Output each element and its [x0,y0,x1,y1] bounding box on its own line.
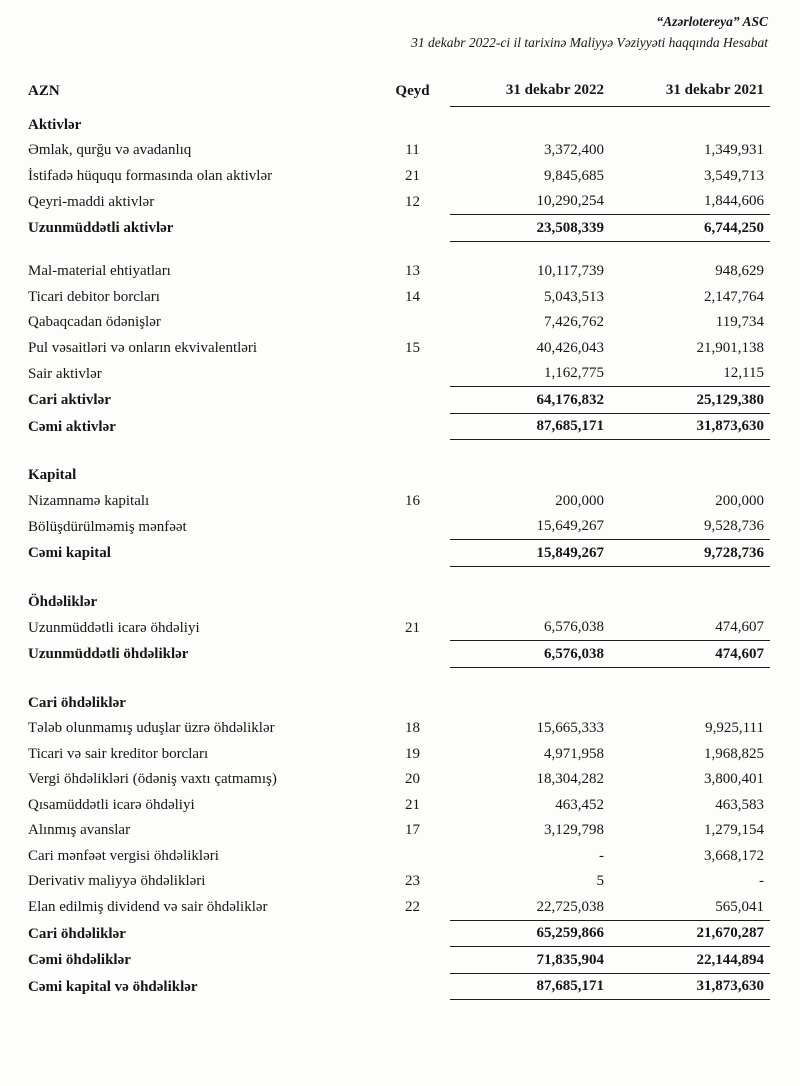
cell-v2022: 1,162,775 [450,361,610,387]
cell-label: Aktivlər [28,116,82,133]
cell-v2021: - [759,873,764,890]
cell-note [375,215,450,242]
cell-v2022: 200,000 [555,492,604,509]
cell-v2021 [610,685,770,716]
row-spacer [28,566,770,584]
cell-label: Mal-material ehtiyatları [28,263,171,280]
table-row-item [28,514,770,540]
cell-v2022: 5 [596,873,604,890]
table-row-total [28,540,770,567]
table-row-total [28,387,770,414]
cell-v2022: 463,452 [555,796,604,813]
cell-label: Uzunmüddətli öhdəliklər [28,646,189,663]
cell-note [375,947,450,974]
cell-v2022: 5,043,513 [544,288,604,305]
table-row-section [28,457,770,488]
cell-v2021: 200,000 [715,492,764,509]
cell-v2021: 31,873,630 [610,973,770,1000]
cell-note [375,413,450,440]
cell-label: Uzunmüddətli icarə öhdəliyi [28,619,200,636]
cell-label: Qeyri-maddi aktivlər [28,193,155,210]
cell-note [375,641,450,668]
cell-v2022: 9,845,685 [544,167,604,184]
cell-label: Əmlak, qurğu və avadanlıq [28,142,192,159]
table-row-total [28,973,770,1000]
cell-label: Pul vəsaitləri və onların ekvivalentləri [28,339,258,356]
table-row-section [28,584,770,615]
cell-v2021: 3,549,713 [704,167,764,184]
row-spacer [28,241,770,259]
cell-label: Cəmi aktivlər [28,418,116,435]
cell-label: Derivativ maliyyə öhdəlikləri [28,873,206,890]
cell-label: Qısamüddətli icarə öhdəliyi [28,796,195,813]
company-name: “Azərlotereya” ASC [656,14,768,29]
table-row-item [28,488,770,514]
cell-v2021: 948,629 [715,263,764,280]
cell-note: 19 [405,745,420,762]
balance-sheet-table [28,78,770,1001]
cell-v2021: 565,041 [610,894,770,920]
cell-note: 21 [405,167,420,184]
cell-v2022: 71,835,904 [450,947,610,974]
table-row-item [28,792,770,818]
table-row-item [28,741,770,767]
cell-note: 18 [405,720,420,737]
cell-note: 15 [405,339,420,356]
cell-label: Cari öhdəliklər [28,694,126,711]
cell-v2021 [610,457,770,488]
cell-v2021: 31,873,630 [610,413,770,440]
cell-v2021: 1,279,154 [704,822,764,839]
cell-v2021 [610,584,770,615]
balance-sheet-body [28,107,770,1000]
table-row-section [28,107,770,138]
cell-note: 12 [405,193,420,210]
cell-v2022: 6,576,038 [450,641,610,668]
table-row-item [28,869,770,895]
cell-v2022: - [599,847,604,864]
cell-v2021: 3,668,172 [704,847,764,864]
cell-note [375,920,450,947]
cell-note [375,107,450,138]
cell-v2022: 65,259,866 [450,920,610,947]
cell-v2022: 3,372,400 [544,142,604,159]
cell-label: Vergi öhdəlikləri (ödəniş vaxtı çatmamış) [28,771,277,788]
cell-v2022: 87,685,171 [450,973,610,1000]
cell-v2021: 463,583 [715,796,764,813]
cell-v2022: 6,576,038 [450,615,610,641]
cell-v2022: 64,176,832 [450,387,610,414]
cell-v2022: 3,129,798 [544,822,604,839]
cell-label: Öhdəliklər [28,593,98,610]
cell-note [375,973,450,1000]
cell-v2022 [450,685,610,716]
table-row-section [28,685,770,716]
document-header [28,12,770,54]
table-row-item [28,310,770,336]
cell-v2021: 474,607 [610,615,770,641]
table-row-spacer [28,566,770,584]
cell-label: Nizamnamə kapitalı [28,492,150,509]
cell-v2021: 1,349,931 [704,142,764,159]
cell-note: 13 [405,263,420,280]
cell-v2021: 6,744,250 [610,215,770,242]
cell-label: Cəmi kapital [28,545,111,562]
table-row-item [28,767,770,793]
table-row-total [28,920,770,947]
cell-v2021: 22,144,894 [610,947,770,974]
cell-label: Uzunmüddətli aktivlər [28,220,174,237]
cell-note: 21 [405,619,420,636]
cell-v2021: 474,607 [610,641,770,668]
cell-note [375,457,450,488]
cell-v2022: 23,508,339 [450,215,610,242]
table-row-item [28,615,770,641]
cell-v2022: 15,649,267 [450,514,610,540]
cell-v2022: 7,426,762 [544,314,604,331]
column-header-2021: 31 dekabr 2021 [610,78,770,107]
report-title: 31 dekabr 2022-ci il tarixinə Maliyyə Vəziyyəti haqqında Hesabat [411,34,768,50]
cell-note [375,387,450,414]
cell-v2022: 18,304,282 [536,771,604,788]
cell-label: Qabaqcadan ödənişlər [28,314,161,331]
table-header [28,78,770,107]
cell-note: 23 [405,873,420,890]
cell-v2021: 1,844,606 [610,189,770,215]
cell-v2022: 4,971,958 [544,745,604,762]
table-row-item [28,259,770,285]
cell-v2022: 40,426,043 [536,339,604,356]
cell-v2021 [610,107,770,138]
cell-note [375,514,450,540]
table-row-item [28,138,770,164]
column-header-note: Qeyd [395,82,430,99]
cell-v2021: 3,800,401 [704,771,764,788]
cell-label: Elan edilmiş dividend və sair öhdəliklər [28,899,268,916]
table-row-item [28,189,770,215]
cell-v2022 [450,107,610,138]
cell-v2022: 10,290,254 [450,189,610,215]
cell-v2021: 9,925,111 [705,720,764,737]
cell-label: Cari aktivlər [28,392,111,409]
cell-v2022 [450,584,610,615]
table-row-item [28,818,770,844]
cell-note: 11 [405,142,420,159]
table-row-spacer [28,440,770,458]
cell-note [375,310,450,336]
table-row-item [28,843,770,869]
cell-note: 20 [405,771,420,788]
cell-label: İstifadə hüququ formasında olan aktivlər [28,167,273,184]
cell-label: Bölüşdürülməmiş mənfəət [28,518,187,535]
cell-note [375,540,450,567]
cell-v2022: 10,117,739 [537,263,604,280]
table-row-total [28,641,770,668]
cell-v2021: 9,728,736 [610,540,770,567]
cell-v2022: 22,725,038 [450,894,610,920]
table-row-spacer [28,241,770,259]
column-header-currency: AZN [28,82,60,99]
cell-note: 21 [405,796,420,813]
table-row-spacer [28,667,770,685]
cell-v2021: 21,901,138 [696,339,764,356]
table-row-total [28,947,770,974]
cell-v2021: 119,734 [715,314,764,331]
table-row-item [28,163,770,189]
cell-note: 22 [405,899,420,916]
cell-v2022 [450,457,610,488]
cell-label: Ticari və sair kreditor borcları [28,745,209,762]
table-row-item [28,716,770,742]
cell-label: Alınmış avanslar [28,822,131,839]
cell-label: Cəmi öhdəliklər [28,952,131,969]
cell-label: Ticari debitor borcları [28,288,160,305]
table-row-item [28,361,770,387]
cell-v2022: 87,685,171 [450,413,610,440]
cell-note [375,685,450,716]
row-spacer [28,440,770,458]
table-header-row [28,78,770,107]
cell-label: Sair aktivlər [28,365,102,382]
cell-note: 14 [405,288,420,305]
cell-v2021: 2,147,764 [704,288,764,305]
cell-note: 17 [405,822,420,839]
cell-label: Cari mənfəət vergisi öhdəlikləri [28,847,219,864]
cell-v2021: 1,968,825 [704,745,764,762]
cell-v2022: 15,665,333 [536,720,604,737]
cell-note [375,361,450,387]
row-spacer [28,667,770,685]
cell-v2021: 12,115 [610,361,770,387]
cell-note: 16 [405,492,420,509]
cell-v2021: 9,528,736 [610,514,770,540]
cell-label: Tələb olunmamış uduşlar üzrə öhdəliklər [28,720,275,737]
table-row-item [28,894,770,920]
cell-note [375,584,450,615]
cell-label: Cəmi kapital və öhdəliklər [28,978,198,995]
table-row-item [28,284,770,310]
cell-note [375,843,450,869]
cell-label: Kapital [28,467,77,484]
table-row-total [28,413,770,440]
cell-v2022: 15,849,267 [450,540,610,567]
cell-v2021: 21,670,287 [610,920,770,947]
table-row-total [28,215,770,242]
column-header-2022: 31 dekabr 2022 [450,78,610,107]
cell-v2021: 25,129,380 [610,387,770,414]
cell-label: Cari öhdəliklər [28,925,126,942]
table-row-item [28,335,770,361]
